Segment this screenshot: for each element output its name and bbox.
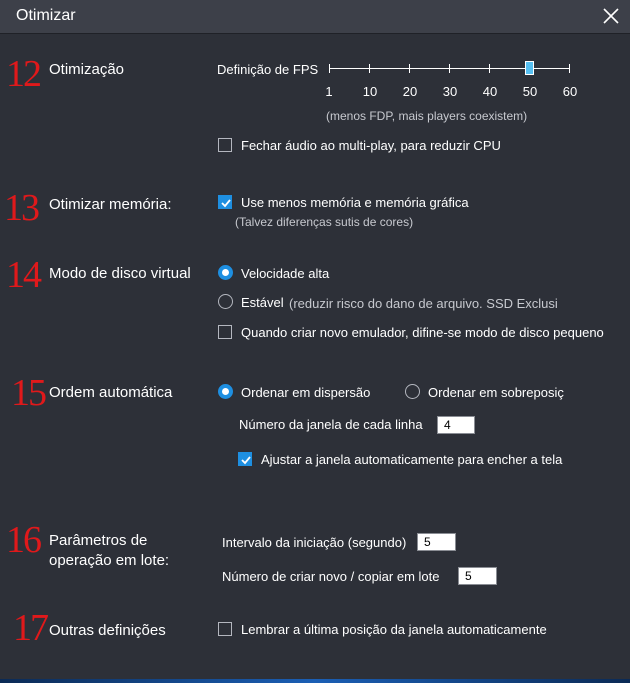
close-button[interactable] (600, 5, 622, 27)
memory-hint: (Talvez diferenças sutis de cores) (235, 215, 414, 229)
fps-slider-thumb[interactable] (525, 61, 534, 75)
section-label-other: Outras definições (49, 622, 166, 639)
section-label-arrange: Ordem automática (49, 384, 173, 401)
fps-tick-label: 50 (522, 84, 538, 99)
disk-stable-label[interactable]: Estável (241, 295, 284, 310)
windows-per-row-input[interactable]: 4 (437, 416, 475, 434)
window-title: Otimizar (16, 7, 76, 24)
fps-tick (369, 64, 370, 73)
fps-tick (489, 64, 490, 73)
auto-fit-checkbox[interactable] (238, 452, 252, 466)
fps-tick-label: 60 (562, 84, 578, 99)
small-disk-checkbox[interactable] (218, 325, 232, 339)
disk-high-speed-radio[interactable] (218, 265, 233, 280)
section-label-optimization: Otimização (49, 61, 125, 78)
arrange-overlap-radio[interactable] (405, 384, 420, 399)
arrange-scatter-radio[interactable] (218, 384, 233, 399)
fps-tick (329, 64, 330, 73)
section-label-batch-line2: operação em lote: (49, 552, 170, 569)
fps-label: Definição de FPS (217, 62, 319, 77)
arrange-overlap-label[interactable]: Ordenar em sobreposiç (428, 385, 564, 400)
checkmark-icon (240, 454, 252, 466)
section-label-memory: Otimizar memória: (49, 196, 172, 213)
section-label-batch-line1: Parâmetros de (49, 532, 148, 549)
section-label-disk: Modo de disco virtual (49, 265, 191, 282)
batch-count-input[interactable]: 5 (458, 567, 497, 585)
disk-stable-radio[interactable] (218, 294, 233, 309)
arrange-scatter-label[interactable]: Ordenar em dispersão (241, 385, 371, 400)
auto-fit-label[interactable]: Ajustar a janela automaticamente para encher a tela (261, 452, 563, 467)
start-interval-input[interactable]: 5 (417, 533, 456, 551)
fps-tick-label: 10 (362, 84, 378, 99)
close-audio-label[interactable]: Fechar áudio ao multi-play, para reduzir CPU (241, 138, 501, 153)
annotation-15: 15 (11, 372, 45, 414)
disk-high-speed-label[interactable]: Velocidade alta (241, 266, 330, 281)
disk-stable-hint: (reduzir risco do dano de arquivo. SSD Exclusi (289, 296, 558, 311)
small-disk-label[interactable]: Quando criar novo emulador, difine-se modo de disco pequeno (241, 325, 604, 340)
fps-tick-label: 30 (442, 84, 458, 99)
annotation-17: 17 (13, 607, 47, 649)
annotation-13: 13 (4, 187, 38, 229)
close-audio-checkbox[interactable] (218, 138, 232, 152)
close-icon (600, 5, 622, 27)
fps-tick-label: 40 (482, 84, 498, 99)
annotation-14: 14 (6, 254, 40, 296)
fps-tick (569, 64, 570, 73)
fps-tick-label: 1 (325, 84, 333, 99)
fps-tick-label: 20 (402, 84, 418, 99)
remember-position-checkbox[interactable] (218, 622, 232, 636)
remember-position-label[interactable]: Lembrar a última posição da janela automaticamente (241, 622, 547, 637)
annotation-12: 12 (6, 53, 40, 95)
fps-hint: (menos FDP, mais players coexistem) (326, 109, 528, 123)
taskbar-strip (0, 679, 630, 683)
title-bar (0, 0, 630, 34)
annotation-16: 16 (6, 519, 40, 561)
checkmark-icon (220, 197, 232, 209)
windows-per-row-label: Número da janela de cada linha (239, 417, 423, 432)
start-interval-label: Intervalo da iniciação (segundo) (222, 535, 407, 550)
use-less-memory-label[interactable]: Use menos memória e memória gráfica (241, 195, 469, 210)
batch-count-label: Número de criar novo / copiar em lote (222, 569, 440, 584)
fps-tick (449, 64, 450, 73)
fps-tick (409, 64, 410, 73)
use-less-memory-checkbox[interactable] (218, 195, 232, 209)
